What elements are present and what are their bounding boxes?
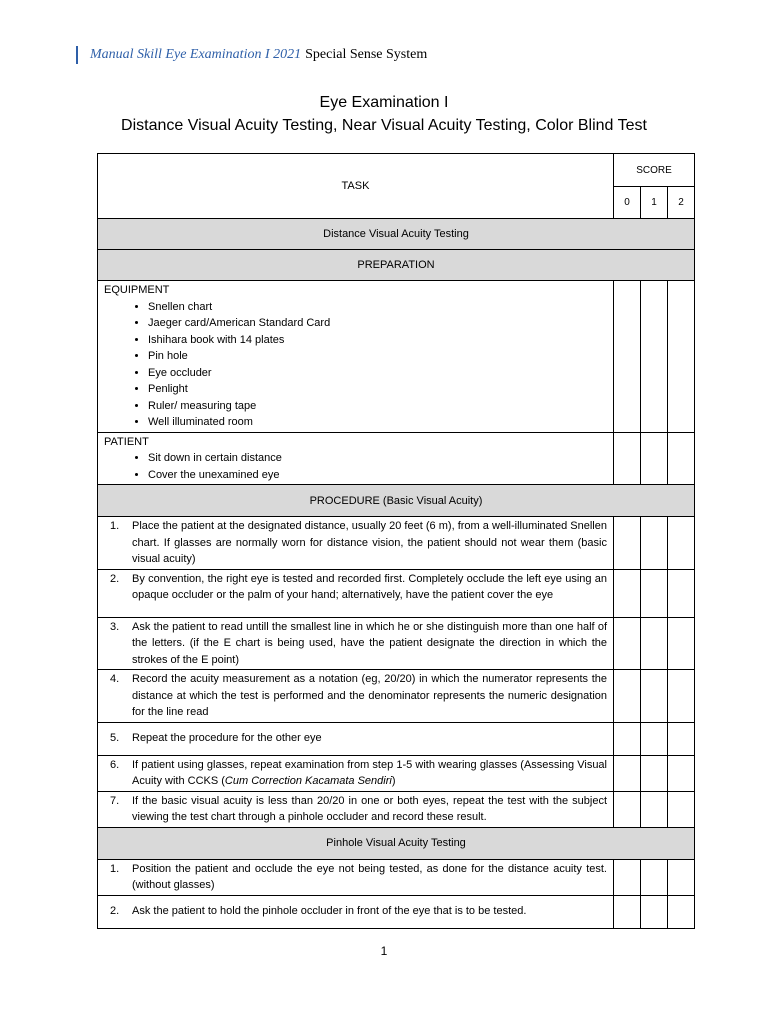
step-text: By convention, the right eye is tested and recorded first. Completely occlude the left eye using an opaque occluder or the palm of your hand; alternatively, have the patient cover the eye [132,572,607,601]
step-number: 7. [110,794,120,807]
score-cell[interactable] [641,722,668,755]
score-cell[interactable] [668,791,695,827]
score-cell[interactable] [668,859,695,895]
procedure-step [98,791,614,827]
score-header: SCORE [614,154,695,187]
checklist-table [97,153,695,929]
list-item: • Eye occluder [148,365,607,382]
score-cell[interactable] [614,755,641,791]
score-col-0: 0 [614,187,641,219]
step-number: 5. [110,732,120,745]
score-col-2: 2 [668,187,695,219]
score-cell[interactable] [641,569,668,617]
list-item: • Cover the unexamined eye [148,467,607,484]
step-number: 2. [110,905,120,918]
pinhole-step [98,895,614,928]
score-cell[interactable] [668,281,695,433]
procedure-step [98,617,614,670]
score-cell[interactable] [641,617,668,670]
step-text: Place the patient at the designated distance, usually 20 feet (6 m), from a well-illuminated Snellen chart. If glasses are normally worn for distance vision, the patient should not wear them (basic visual acuity) [132,520,607,565]
score-cell[interactable] [641,281,668,433]
score-cell[interactable] [641,859,668,895]
step-number: 3. [110,620,120,633]
score-cell[interactable] [614,722,641,755]
step-text: Ask the patient to read untill the smallest line in which he or she distinguish more than one half of the letters. (if the E chart is being used, have the patient designate the direction in which the strokes of the E point) [132,620,607,666]
document-title [0,92,768,138]
header-accent-bar [76,46,78,64]
step-text: Position the patient and occlude the eye not being tested, as done for the distance acuity test. (without glasses) [132,862,607,891]
task-header: TASK [98,154,614,219]
procedure-step [98,517,614,570]
title-line-1: Eye Examination I [319,94,449,111]
step-text [132,757,607,790]
section-procedure: PROCEDURE (Basic Visual Acuity) [98,485,695,517]
equipment-label: EQUIPMENT [104,284,170,296]
score-cell[interactable] [641,670,668,723]
score-cell[interactable] [668,722,695,755]
score-cell[interactable] [614,617,641,670]
score-cell[interactable] [614,670,641,723]
score-cell[interactable] [668,895,695,928]
list-item: • Penlight [148,381,607,398]
running-header [76,44,427,66]
header-manual-title: Manual Skill Eye Examination I 2021 [90,47,302,62]
list-item: • Ishihara book with 14 plates [148,332,607,349]
step-text: If the basic visual acuity is less than 20/20 in one or both eyes, repeat the test with the subject viewing the test chart through a pinhole occluder and record these result. [132,794,607,823]
score-cell[interactable] [668,569,695,617]
equipment-list [104,299,607,431]
section-distance-visual-acuity: Distance Visual Acuity Testing [98,219,695,250]
step-text-part: If patient using glasses, repeat examination from step 1-5 with wearing glasses (Assessing Visual Acuity with CCKS ( [132,758,607,787]
score-cell[interactable] [641,755,668,791]
procedure-step [98,569,614,617]
procedure-step [98,670,614,723]
procedure-step [98,755,614,791]
section-preparation: PREPARATION [98,250,695,281]
score-cell[interactable] [614,281,641,433]
step-number: 2. [110,572,120,585]
list-item: • Jaeger card/American Standard Card [148,315,607,332]
section-pinhole: Pinhole Visual Acuity Testing [98,827,695,859]
score-cell[interactable] [668,432,695,485]
score-cell[interactable] [614,895,641,928]
procedure-step [98,722,614,755]
step-number: 1. [110,862,120,875]
score-cell[interactable] [641,517,668,570]
score-cell[interactable] [614,859,641,895]
list-item: • Well illuminated room [148,414,607,431]
score-cell[interactable] [614,791,641,827]
header-system-name: Special Sense System [305,47,428,62]
score-cell[interactable] [668,517,695,570]
score-cell[interactable] [641,791,668,827]
step-text-italic: Cum Correction Kacamata Sendiri [224,775,392,787]
score-col-1: 1 [641,187,668,219]
score-cell[interactable] [668,755,695,791]
list-item: • Sit down in certain distance [148,450,607,467]
step-number: 1. [110,520,120,532]
list-item: • Ruler/ measuring tape [148,398,607,415]
score-cell[interactable] [641,895,668,928]
score-cell[interactable] [614,432,641,485]
patient-cell [98,432,614,485]
pinhole-step [98,859,614,895]
step-text: Record the acuity measurement as a notation (eg, 20/20) in which the numerator represents the distance at which the test is performed and the denominator represents the numeric designation for the line read [132,673,607,718]
page-number: 1 [380,944,388,958]
step-number: 4. [110,673,120,685]
step-text-part: ) [391,775,396,787]
title-line-2: Distance Visual Acuity Testing, Near Visual Acuity Testing, Color Blind Test [121,117,647,134]
step-number: 6. [110,758,120,771]
score-cell[interactable] [668,617,695,670]
list-item: • Snellen chart [148,299,607,316]
patient-list [104,450,607,483]
list-item: • Pin hole [148,348,607,365]
score-cell[interactable] [668,670,695,723]
score-cell[interactable] [614,569,641,617]
step-text: Repeat the procedure for the other eye [132,732,322,745]
equipment-cell [98,281,614,433]
patient-label: PATIENT [104,435,149,448]
score-cell[interactable] [641,432,668,485]
score-cell[interactable] [614,517,641,570]
step-text: Ask the patient to hold the pinhole occluder in front of the eye that is to be tested. [132,905,527,918]
